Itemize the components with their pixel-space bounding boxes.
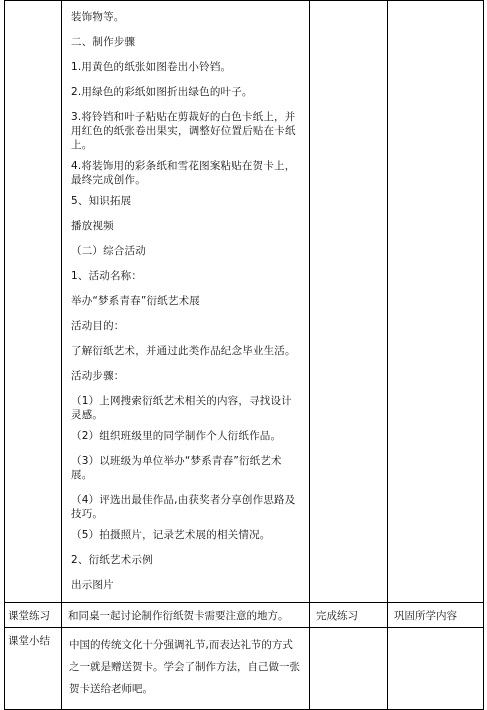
step-item: 3.将铃铛和叶子粘贴在剪裁好的白色卡纸上，并用红色的纸张卷出果实，调整好位置后贴在卡纸上。 [71,111,296,151]
practice-purpose: 巩固所学内容 [388,603,484,628]
main-content-cell [62,1,310,603]
summary-content: 中国的传统文化十分强调礼节,而表达礼节的方式之一就是赠送贺卡。学会了制作方法，自己做一张贺卡送给老师吧。 [62,628,310,710]
section-heading: 二、制作步骤 [71,36,136,48]
section-heading: （二）综合活动 [71,245,146,257]
activity-cell-empty [310,1,388,603]
purpose-cell-empty [388,1,484,603]
lesson-plan-table [4,0,484,710]
section-heading: 5、知识拓展 [71,195,132,207]
step-item: 4.将装饰用的彩条纸和雪花图案粘贴在贺卡上，最终完成创作。 [71,160,296,186]
summary-row [5,628,484,710]
activity-step: （3）以班级为单位举办“梦系青春”衍纸艺术展。 [71,455,282,481]
text-line: 1、活动名称： [71,270,143,282]
step-item: 2.用绿色的彩纸如图折出绿色的叶子。 [71,86,253,98]
practice-activity: 完成练习 [310,603,388,628]
text-line: 了解衍纸艺术，并通过此类作品纪念毕业生活。 [71,345,296,357]
practice-row [5,603,484,628]
label-cell-empty [5,1,62,603]
text-line: 装饰物等。 [71,11,125,23]
activity-title: 举办“梦系青春”衍纸艺术展 [71,295,200,307]
text-line: 活动目的： [71,320,125,332]
main-content-row [5,1,484,603]
section-heading: 2、衍纸艺术示例 [71,554,153,566]
text-line: 播放视频 [71,220,114,232]
activity-step: （4）评选出最佳作品,由获奖者分享创作思路及技巧。 [71,494,296,520]
summary-purpose-empty [388,628,484,710]
practice-content: 和同桌一起讨论制作衍纸贺卡需要注意的地方。 [62,603,310,628]
activity-step: （1）上网搜索衍纸艺术相关的内容，寻找设计灵感。 [71,395,292,421]
row-label: 课堂小结 [5,628,62,710]
step-item: 1.用黄色的纸张如图卷出小铃铛。 [71,61,232,73]
text-line: 出示图片 [71,579,114,591]
summary-activity-empty [310,628,388,710]
activity-step: （5）拍摄照片，记录艺术展的相关情况。 [71,529,271,541]
activity-step: （2）组织班级里的同学制作个人衍纸作品。 [71,430,282,442]
row-label: 课堂练习 [5,603,62,628]
text-line: 活动步骤： [71,370,125,382]
